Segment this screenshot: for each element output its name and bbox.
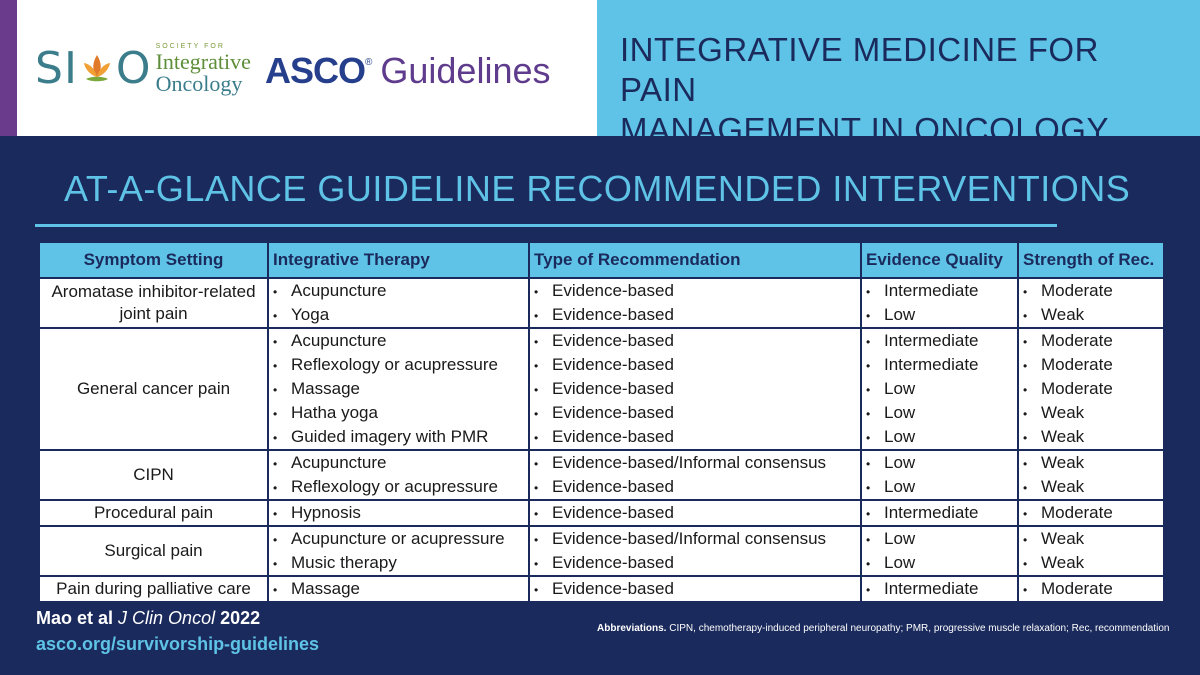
bullet-icon: • [273,507,278,521]
bullet-icon: • [273,383,278,397]
bullet-icon: • [273,557,278,571]
recommendation-type-cell [529,526,861,576]
therapy-item-label: Hypnosis [291,503,361,522]
therapy-item-label: Acupuncture [291,281,387,300]
bullet-icon: • [273,431,278,445]
evidence-quality-item [866,451,1013,475]
strength-item [1023,353,1159,377]
recommendation-type-item-label: Evidence-based [552,477,674,496]
evidence-quality-item [866,353,1013,377]
evidence-quality-item-label: Low [884,305,916,324]
recommendation-type-cell [529,450,861,500]
evidence-quality-item-label: Low [884,453,916,472]
bullet-icon: • [866,285,871,299]
bullet-icon: • [1023,309,1028,323]
evidence-quality-item [866,425,1013,449]
therapy-cell [268,278,529,328]
survivorship-guidelines-link[interactable]: asco.org/survivorship-guidelines [36,634,320,654]
recommendation-type-item-label: Evidence-based [552,379,674,398]
strength-item [1023,527,1159,551]
recommendation-type-cell [529,500,861,526]
citation [36,608,260,629]
therapy-cell [268,576,529,602]
bullet-icon: • [534,583,539,597]
therapy-cell [268,526,529,576]
header-evidence-quality: Evidence Quality [861,242,1018,278]
bullet-icon: • [534,481,539,495]
recommendation-type-item [534,527,856,551]
bullet-icon: • [534,557,539,571]
therapy-item [273,353,524,377]
bullet-icon: • [534,407,539,421]
sio-letter-s: S [35,43,64,94]
evidence-quality-cell [861,450,1018,500]
therapy-item-label: Massage [291,379,360,398]
recommendation-type-item-label: Evidence-based [552,579,674,598]
evidence-quality-item [866,527,1013,551]
evidence-quality-item-label: Low [884,403,916,422]
evidence-quality-item-label: Intermediate [884,355,979,374]
recommendation-type-item [534,501,856,525]
strength-item [1023,475,1159,499]
recommendation-type-item [534,377,856,401]
bullet-icon: • [534,431,539,445]
strength-item-label: Moderate [1041,281,1113,300]
recommendation-type-item [534,451,856,475]
bullet-icon: • [534,457,539,471]
recommendation-type-cell [529,328,861,450]
recommendation-type-item-label: Evidence-based [552,355,674,374]
evidence-quality-item-label: Intermediate [884,281,979,300]
bullet-icon: • [273,335,278,349]
table-header-row [39,242,1164,278]
recommendation-type-item [534,401,856,425]
sio-oncology-label: Oncology [155,71,243,96]
bullet-icon: • [1023,557,1028,571]
sio-society-label: SOCIETY FOR [155,43,225,50]
bullet-icon: • [273,309,278,323]
sio-letter-o: O [115,43,152,94]
strength-item-label: Moderate [1041,579,1113,598]
section-subtitle: AT-A-GLANCE GUIDELINE RECOMMENDED INTERVENTIONS [64,168,1131,209]
abbreviations-label: Abbreviations. [597,623,667,634]
strength-item-label: Moderate [1041,331,1113,350]
bullet-icon: • [1023,359,1028,373]
bullet-icon: • [273,359,278,373]
strength-item [1023,401,1159,425]
symptom-setting-cell: Pain during palliative care [39,576,268,602]
evidence-quality-cell [861,278,1018,328]
sio-logo[interactable] [35,44,251,94]
sio-integrative-label: Integrative [155,49,251,74]
therapy-cell [268,500,529,526]
strength-cell [1018,328,1164,450]
page-title-line-2: MANAGEMENT IN ONCOLOGY [620,111,1109,148]
bullet-icon: • [866,359,871,373]
therapy-item [273,551,524,575]
bullet-icon: • [866,481,871,495]
bullet-icon: • [534,335,539,349]
bullet-icon: • [866,557,871,571]
header-type-of-recommendation: Type of Recommendation [529,242,861,278]
strength-cell [1018,526,1164,576]
bullet-icon: • [866,383,871,397]
therapy-item-label: Massage [291,579,360,598]
recommendation-type-cell [529,576,861,602]
therapy-item [273,527,524,551]
evidence-quality-item [866,551,1013,575]
evidence-quality-item [866,303,1013,327]
strength-cell [1018,500,1164,526]
bullet-icon: • [1023,335,1028,349]
therapy-item [273,501,524,525]
header-integrative-therapy: Integrative Therapy [268,242,529,278]
abbreviations-text: CIPN, chemotherapy-induced peripheral neuropathy; PMR, progressive muscle relaxation; Rec, recommendation [669,623,1170,634]
recommendation-type-item-label: Evidence-based [552,403,674,422]
evidence-quality-item-label: Low [884,379,916,398]
bullet-icon: • [1023,383,1028,397]
lotus-icon [82,49,112,89]
bullet-icon: • [1023,481,1028,495]
strength-item-label: Weak [1041,553,1085,572]
strength-item-label: Moderate [1041,503,1113,522]
header-logo-panel [0,0,597,136]
bullet-icon: • [866,309,871,323]
therapy-item-label: Acupuncture [291,453,387,472]
table-row [39,278,1164,328]
strength-item [1023,303,1159,327]
therapy-item-label: Guided imagery with PMR [291,427,489,446]
strength-item-label: Weak [1041,453,1085,472]
recommendation-type-item [534,329,856,353]
table-row [39,328,1164,450]
asco-guidelines-label: Guidelines [380,50,551,91]
evidence-quality-item [866,377,1013,401]
evidence-quality-item [866,475,1013,499]
strength-cell [1018,576,1164,602]
strength-item [1023,501,1159,525]
citation-year: 2022 [220,608,261,628]
citation-journal: J Clin Oncol [118,608,216,628]
therapy-item [273,279,524,303]
evidence-quality-item-label: Low [884,553,916,572]
strength-item [1023,451,1159,475]
table-body [39,278,1164,602]
recommendation-type-item [534,425,856,449]
strength-cell [1018,278,1164,328]
page-title [620,30,1180,150]
symptom-setting-cell: Aromatase inhibitor-related joint pain [39,278,268,328]
bullet-icon: • [1023,407,1028,421]
bullet-icon: • [866,507,871,521]
recommendation-type-item [534,551,856,575]
therapy-item [273,401,524,425]
recommendation-type-item [534,353,856,377]
table-row [39,500,1164,526]
therapy-cell [268,450,529,500]
strength-item-label: Moderate [1041,379,1113,398]
bullet-icon: • [273,285,278,299]
strength-item-label: Weak [1041,477,1085,496]
bullet-icon: • [1023,533,1028,547]
page-title-line-1: INTEGRATIVE MEDICINE FOR PAIN [620,31,1099,108]
therapy-item [273,303,524,327]
recommendation-type-item-label: Evidence-based [552,503,674,522]
therapy-item-label: Music therapy [291,553,397,572]
sio-letter-i: I [63,43,78,94]
recommendation-type-item-label: Evidence-based [552,553,674,572]
bullet-icon: • [273,481,278,495]
bullet-icon: • [866,457,871,471]
strength-item [1023,279,1159,303]
citation-authors: Mao et al [36,608,114,628]
symptom-setting-cell: Procedural pain [39,500,268,526]
bullet-icon: • [866,583,871,597]
bullet-icon: • [866,335,871,349]
evidence-quality-item-label: Intermediate [884,331,979,350]
bullet-icon: • [273,457,278,471]
abbreviations-note [597,623,1170,634]
recommendations-table [38,241,1165,603]
therapy-item [273,377,524,401]
bullet-icon: • [866,407,871,421]
bullet-icon: • [1023,507,1028,521]
evidence-quality-item-label: Low [884,529,916,548]
symptom-setting-cell: Surgical pain [39,526,268,576]
evidence-quality-item [866,577,1013,601]
recommendation-type-item-label: Evidence-based/Informal consensus [552,453,827,472]
recommendation-type-item-label: Evidence-based [552,281,674,300]
bullet-icon: • [1023,583,1028,597]
evidence-quality-item-label: Intermediate [884,503,979,522]
bullet-icon: • [273,407,278,421]
therapy-item-label: Reflexology or acupressure [291,477,498,496]
recommendation-type-item-label: Evidence-based [552,427,674,446]
bullet-icon: • [273,533,278,547]
strength-item [1023,377,1159,401]
bullet-icon: • [534,533,539,547]
strength-item-label: Weak [1041,427,1085,446]
evidence-quality-cell [861,500,1018,526]
subtitle-divider [35,224,1057,227]
table-row [39,450,1164,500]
evidence-quality-item [866,401,1013,425]
evidence-quality-item [866,329,1013,353]
recommendation-type-item [534,279,856,303]
recommendation-type-cell [529,278,861,328]
symptom-setting-cell: CIPN [39,450,268,500]
recommendation-type-item-label: Evidence-based/Informal consensus [552,529,827,548]
evidence-quality-cell [861,526,1018,576]
strength-item-label: Weak [1041,403,1085,422]
strength-item [1023,329,1159,353]
bullet-icon: • [866,431,871,445]
strength-cell [1018,450,1164,500]
asco-registered-mark: ® [365,57,373,68]
therapy-item-label: Yoga [291,305,330,324]
bullet-icon: • [534,309,539,323]
sio-wordmark [156,43,251,95]
strength-item [1023,551,1159,575]
therapy-cell [268,328,529,450]
bullet-icon: • [534,507,539,521]
bullet-icon: • [1023,285,1028,299]
recommendation-type-item-label: Evidence-based [552,331,674,350]
evidence-quality-item [866,279,1013,303]
header-strength-of-rec: Strength of Rec. [1018,242,1164,278]
table-row [39,526,1164,576]
evidence-quality-cell [861,328,1018,450]
recommendation-type-item [534,577,856,601]
bullet-icon: • [1023,457,1028,471]
therapy-item [273,451,524,475]
therapy-item-label: Acupuncture [291,331,387,350]
recommendation-type-item-label: Evidence-based [552,305,674,324]
strength-item-label: Moderate [1041,355,1113,374]
table-row [39,576,1164,602]
bullet-icon: • [534,285,539,299]
recommendation-type-item [534,303,856,327]
evidence-quality-item-label: Low [884,477,916,496]
therapy-item [273,425,524,449]
strength-item [1023,425,1159,449]
asco-logo[interactable] [265,50,551,92]
therapy-item-label: Hatha yoga [291,403,378,422]
evidence-quality-item [866,501,1013,525]
bullet-icon: • [1023,431,1028,445]
accent-bar [0,0,17,136]
strength-item [1023,577,1159,601]
recommendation-type-item [534,475,856,499]
therapy-item [273,577,524,601]
evidence-quality-cell [861,576,1018,602]
bullet-icon: • [534,383,539,397]
therapy-item [273,475,524,499]
strength-item-label: Weak [1041,529,1085,548]
bullet-icon: • [273,583,278,597]
therapy-item-label: Acupuncture or acupressure [291,529,505,548]
evidence-quality-item-label: Low [884,427,916,446]
strength-item-label: Weak [1041,305,1085,324]
header-symptom-setting: Symptom Setting [39,242,268,278]
therapy-item-label: Reflexology or acupressure [291,355,498,374]
symptom-setting-cell: General cancer pain [39,328,268,450]
asco-wordmark: ASCO [265,50,366,91]
therapy-item [273,329,524,353]
evidence-quality-item-label: Intermediate [884,579,979,598]
bullet-icon: • [534,359,539,373]
bullet-icon: • [866,533,871,547]
